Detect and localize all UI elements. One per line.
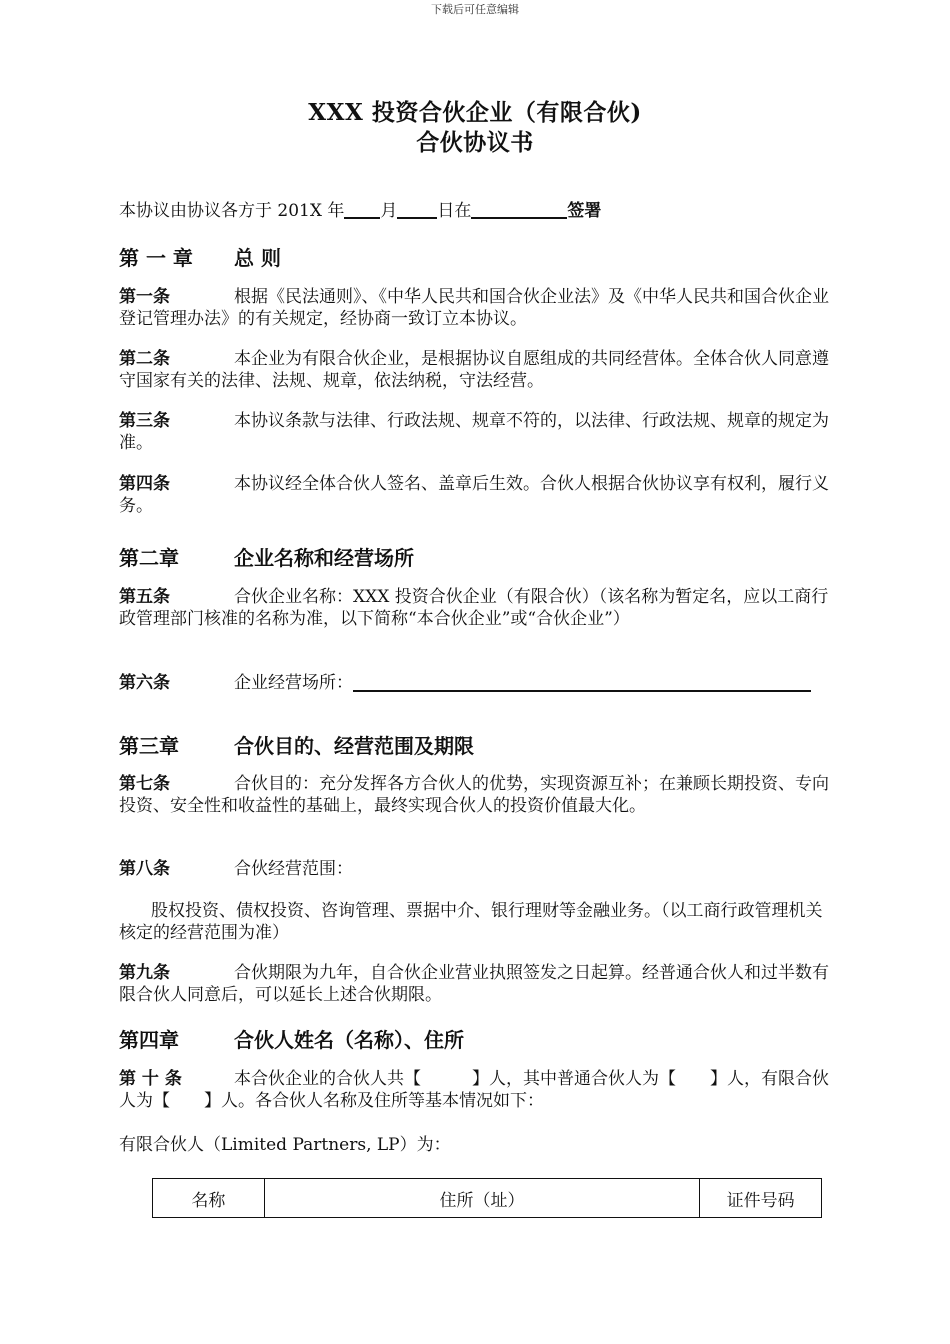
article-2	[119, 348, 831, 392]
chapter-number: 第四章	[119, 1028, 179, 1052]
blank-place	[471, 200, 567, 219]
table-header-row	[153, 1179, 822, 1218]
article-6	[119, 672, 831, 694]
article-9	[119, 962, 831, 1006]
article-8	[119, 858, 831, 880]
chapter-title: 企业名称和经营场所	[234, 546, 414, 570]
chapter-title: 总 则	[234, 246, 281, 270]
chapter-title: 合伙目的、经营范围及期限	[234, 734, 474, 758]
article-text: 本协议经全体合伙人签名、盖章后生效。合伙人根据合伙协议享有权利，履行义务。	[119, 474, 829, 516]
chapter-number: 第三章	[119, 734, 179, 758]
article-7	[119, 773, 831, 817]
article-text: 企业经营场所：	[234, 673, 353, 693]
lp-heading: 有限合伙人（Limited Partners, LP）为：	[119, 1135, 451, 1155]
document-title: XXX 投资合伙企业（有限合伙)	[308, 99, 642, 126]
chapter-3-heading	[119, 730, 474, 759]
blank-day	[397, 200, 437, 219]
article-text: 本企业为有限合伙企业，是根据协议自愿组成的共同经营体。全体合伙人同意遵守国家有关的法律、法规、规章，依法纳税，守法经营。	[119, 349, 829, 391]
page-header-note: 下载后可任意编辑	[431, 3, 519, 16]
intro-line	[119, 196, 601, 221]
chapter-number: 第二章	[119, 546, 179, 570]
blank-month	[344, 200, 380, 219]
article-1	[119, 286, 831, 330]
article-10	[119, 1068, 831, 1112]
col-header-id-number: 证件号码	[700, 1179, 822, 1218]
article-text: 根据《民法通则》、《中华人民共和国合伙企业法》及《中华人民共和国合伙企业登记管理办法》的有关规定，经协商一致订立本协议。	[119, 287, 829, 329]
chapter-number: 第 一 章	[119, 246, 193, 270]
article-3	[119, 410, 831, 454]
article-label: 第一条	[119, 287, 170, 307]
chapter-1-heading	[119, 242, 281, 271]
address-blank-line	[353, 672, 811, 692]
article-text: 本合伙企业的合伙人共【 】人，其中普通合伙人为【 】人，有限合伙人为【 】人。各合伙人名称及住所等基本情况如下：	[119, 1069, 829, 1111]
chapter-4-heading	[119, 1024, 464, 1053]
article-label: 第四条	[119, 474, 170, 494]
intro-prefix: 本协议由协议各方于 201X 年	[119, 201, 345, 221]
intro-day: 日在	[437, 201, 472, 221]
article-text: 合伙目的：充分发挥各方合伙人的优势，实现资源互补；在兼顾长期投资、专向投资、安全性和收益性的基础上，最终实现合伙人的投资价值最大化。	[119, 774, 829, 816]
article-label: 第六条	[119, 673, 170, 693]
article-label: 第九条	[119, 963, 170, 983]
intro-sign: 签署	[567, 201, 602, 221]
article-text: 本协议条款与法律、行政法规、规章不符的，以法律、行政法规、规章的规定为准。	[119, 411, 829, 453]
article-label: 第 十 条	[119, 1069, 182, 1089]
article-text: 合伙企业名称：XXX 投资合伙企业（有限合伙）（该名称为暂定名，应以工商行政管理部门核准的名称为准，以下简称“本合伙企业”或“合伙企业”）	[119, 587, 829, 629]
document-subtitle: 合伙协议书	[416, 129, 534, 156]
article-label: 第八条	[119, 859, 170, 879]
business-scope-text: 股权投资、债权投资、咨询管理、票据中介、银行理财等金融业务。（以工商行政管理机关核定的经营范围为准）	[119, 901, 823, 943]
article-label: 第五条	[119, 587, 170, 607]
col-header-address: 住所（址）	[264, 1179, 699, 1218]
article-label: 第七条	[119, 774, 170, 794]
article-4	[119, 473, 831, 517]
col-header-name: 名称	[153, 1179, 265, 1218]
chapter-title: 合伙人姓名（名称）、住所	[234, 1028, 464, 1052]
lp-table	[152, 1178, 822, 1218]
article-label: 第二条	[119, 349, 170, 369]
article-label: 第三条	[119, 411, 170, 431]
chapter-2-heading	[119, 542, 414, 571]
article-5	[119, 586, 831, 630]
intro-month: 月	[380, 201, 398, 221]
article-text: 合伙经营范围：	[234, 859, 353, 879]
article-text: 合伙期限为九年，自合伙企业营业执照签发之日起算。经普通合伙人和过半数有限合伙人同意后，可以延长上述合伙期限。	[119, 963, 829, 1005]
